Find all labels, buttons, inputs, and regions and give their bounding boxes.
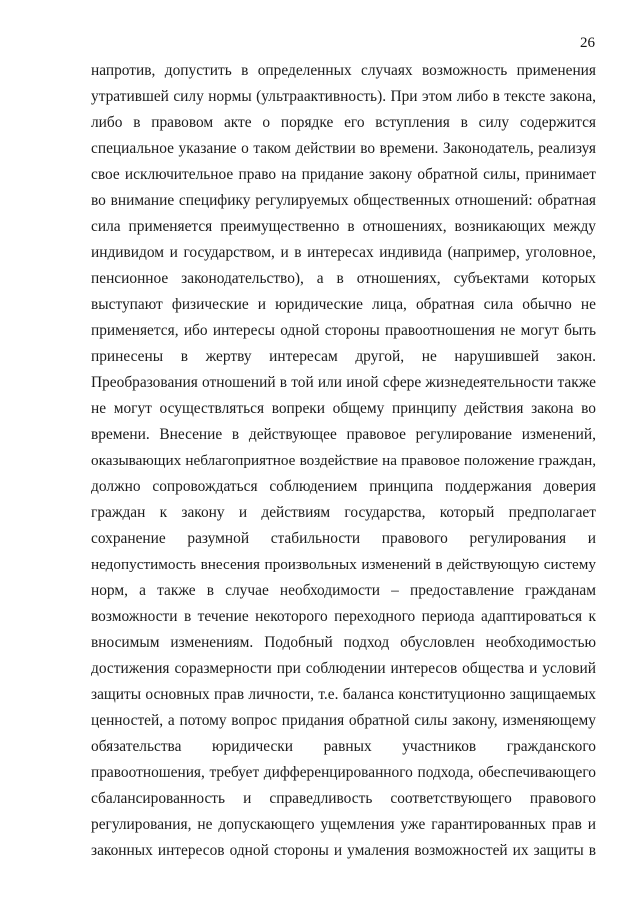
text-line: защиты основных прав личности, т.е. баланса конституционно защищаемых — [91, 686, 596, 703]
text-line: законных интересов одной стороны и умаления возможностей их защиты в — [91, 842, 596, 859]
text-line: норм, а также в случае необходимости – предоставление гражданам — [91, 582, 596, 599]
text-line: ценностей, а потому вопрос придания обратной силы закону, изменяющему — [91, 712, 596, 729]
text-line: вносимым изменениям. Подобный подход обусловлен необходимостью — [91, 634, 596, 651]
body-text — [91, 58, 596, 864]
text-line: оказывающих неблагоприятное воздействие на правовое положение граждан, — [91, 452, 596, 469]
text-line: достижения соразмерности при соблюдении интересов общества и условий — [91, 660, 596, 677]
text-line: индивидом и государством, и в интересах индивида (например, уголовное, — [91, 244, 596, 261]
text-line: обязательства юридически равных участников гражданского — [91, 738, 596, 755]
text-line: недопустимость внесения произвольных изменений в действующую систему — [91, 556, 596, 573]
text-line: свое исключительное право на придание закону обратной силы, принимает — [91, 166, 596, 183]
text-line: Преобразования отношений в той или иной сфере жизнедеятельности также — [91, 374, 596, 391]
page-number: 26 — [580, 35, 595, 51]
text-line: не могут осуществляться вопреки общему принципу действия закона во — [91, 400, 596, 417]
text-line: выступают физические и юридические лица, обратная сила обычно не — [91, 296, 596, 313]
text-line: применяется, ибо интересы одной стороны правоотношения не могут быть — [91, 322, 596, 339]
text-line: граждан к закону и действиям государства, который предполагает — [91, 504, 596, 521]
text-line: правоотношения, требует дифференцированного подхода, обеспечивающего — [91, 764, 596, 781]
text-line: должно сопровождаться соблюдением принципа поддержания доверия — [91, 478, 596, 495]
text-line: сбалансированность и справедливость соответствующего правового — [91, 790, 596, 807]
text-line: специальное указание о таком действии во времени. Законодатель, реализуя — [91, 140, 596, 157]
text-line: возможности в течение некоторого переходного периода адаптироваться к — [91, 608, 596, 625]
text-line: принесены в жертву интересам другой, не нарушившей закон. — [91, 348, 596, 365]
text-line: во внимание специфику регулируемых общественных отношений: обратная — [91, 192, 596, 209]
text-line: либо в правовом акте о порядке его вступления в силу содержится — [91, 114, 596, 131]
text-line: пенсионное законодательство), а в отношениях, субъектами которых — [91, 270, 596, 287]
text-line: сохранение разумной стабильности правового регулирования и — [91, 530, 596, 547]
text-line: регулирования, не допускающего ущемления уже гарантированных прав и — [91, 816, 596, 833]
text-line: времени. Внесение в действующее правовое регулирование изменений, — [91, 426, 596, 443]
text-line: сила применяется преимущественно в отношениях, возникающих между — [91, 218, 596, 235]
text-line: напротив, допустить в определенных случаях возможность применения — [91, 62, 596, 79]
text-line: утратившей силу нормы (ультраактивность). При этом либо в тексте закона, — [91, 88, 596, 105]
